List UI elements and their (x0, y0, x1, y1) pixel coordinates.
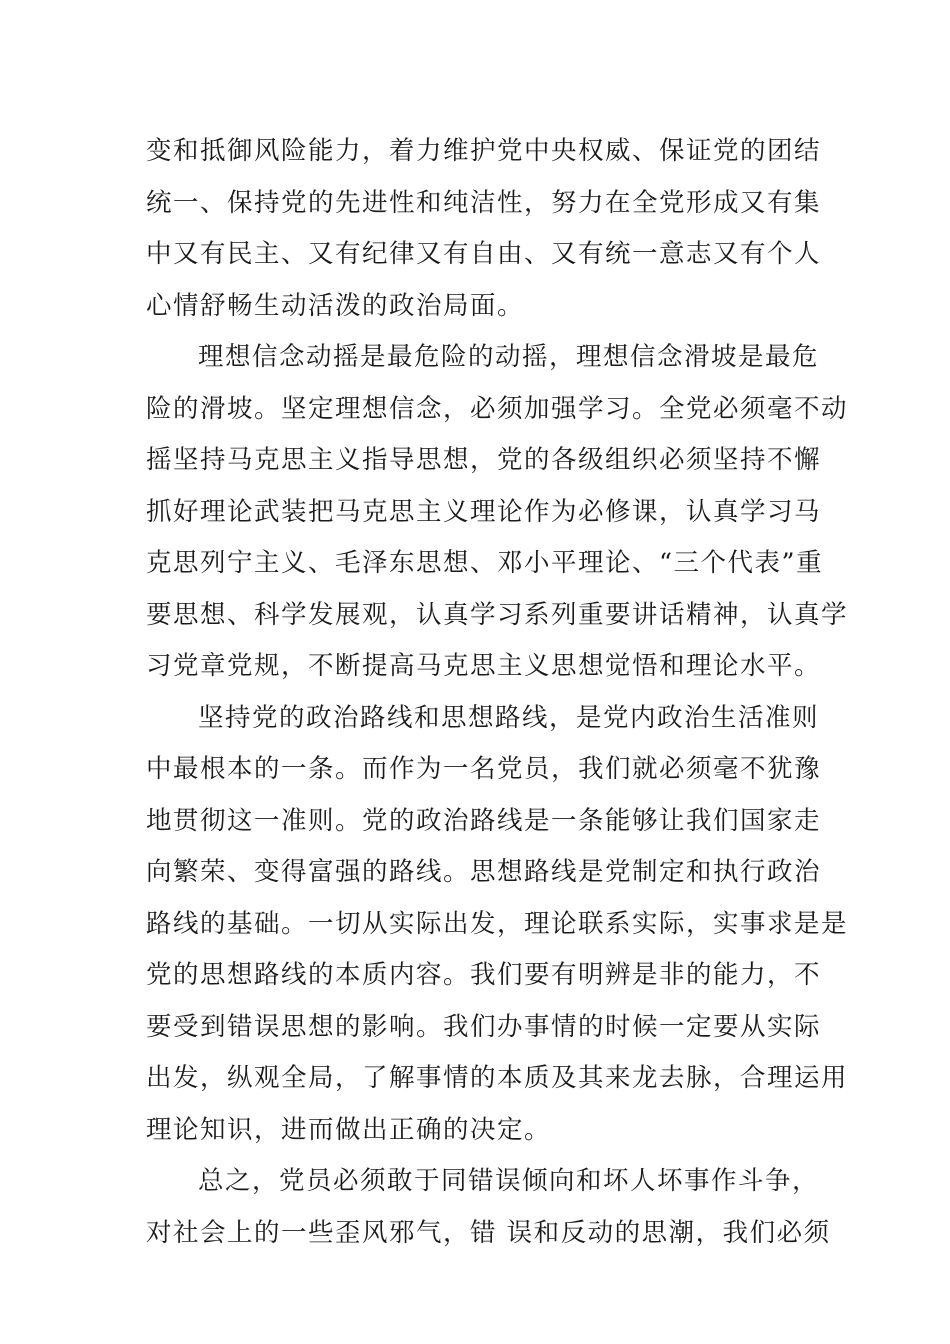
paragraph-2 (146, 332, 849, 693)
text-line: 摇坚持马克思主义指导思想，党的各级组织必须坚持不懈 (146, 445, 822, 475)
text-line: 抓好理论武装把马克思主义理论作为必修课，认真学习马 (146, 496, 822, 527)
text-line: 中最根本的一条。而作为一名党员，我们就必须毫不犹豫 (146, 754, 822, 784)
text-line: 理论知识，进而做出正确的决定。 (146, 1114, 552, 1145)
text-line: 坚持党的政治路线和思想路线，是党内政治生活准则 (198, 702, 820, 733)
text-line: 要受到错误思想的影响。我们办事情的时候一定要从实际 (146, 1011, 822, 1042)
text-line: 心情舒畅生动活泼的政治局面。 (146, 290, 525, 321)
text-line: 险的滑坡。坚定理想信念，必须加强学习。全党必须毫不动 (146, 393, 849, 424)
paragraph-4 (146, 1156, 831, 1259)
paragraph-1 (146, 126, 822, 332)
text-line: 习党章党规，不断提高马克思主义思想觉悟和理论水平。 (146, 651, 822, 681)
text-line: 克思列宁主义、毛泽东思想、邓小平理论、“三个代表”重 (146, 548, 824, 578)
text-line: 出发，纵观全局，了解事情的本质及其来龙去脉，合理运用 (146, 1063, 849, 1093)
text-line: 地贯彻这一准则。党的政治路线是一条能够让我们国家走 (146, 805, 822, 836)
text-line: 党的思想路线的本质内容。我们要有明辨是非的能力，不 (146, 960, 822, 990)
document-body (146, 126, 849, 1259)
text-line: 向繁荣、变得富强的路线。思想路线是党制定和执行政治 (146, 857, 822, 887)
text-line: 中又有民主、又有纪律又有自由、又有统一意志又有个人 (146, 239, 822, 269)
text-line: 变和抵御风险能力，着力维护党中央权威、保证党的团结 (146, 136, 822, 166)
text-line: 对社会上的一些歪风邪气，错 误和反动的思潮，我们必须 (146, 1217, 831, 1248)
paragraph-3 (146, 693, 849, 1157)
text-line: 总之，党员必须敢于同错误倾向和坏人坏事作斗争， (198, 1166, 820, 1196)
text-line: 路线的基础。一切从实际出发，理论联系实际，实事求是是 (146, 908, 849, 939)
text-line: 统一、保持党的先进性和纯洁性，努力在全党形成又有集 (146, 187, 822, 218)
text-line: 理想信念动摇是最危险的动摇，理想信念滑坡是最危 (198, 342, 820, 372)
text-line: 要思想、科学发展观，认真学习系列重要讲话精神，认真学 (146, 599, 849, 630)
